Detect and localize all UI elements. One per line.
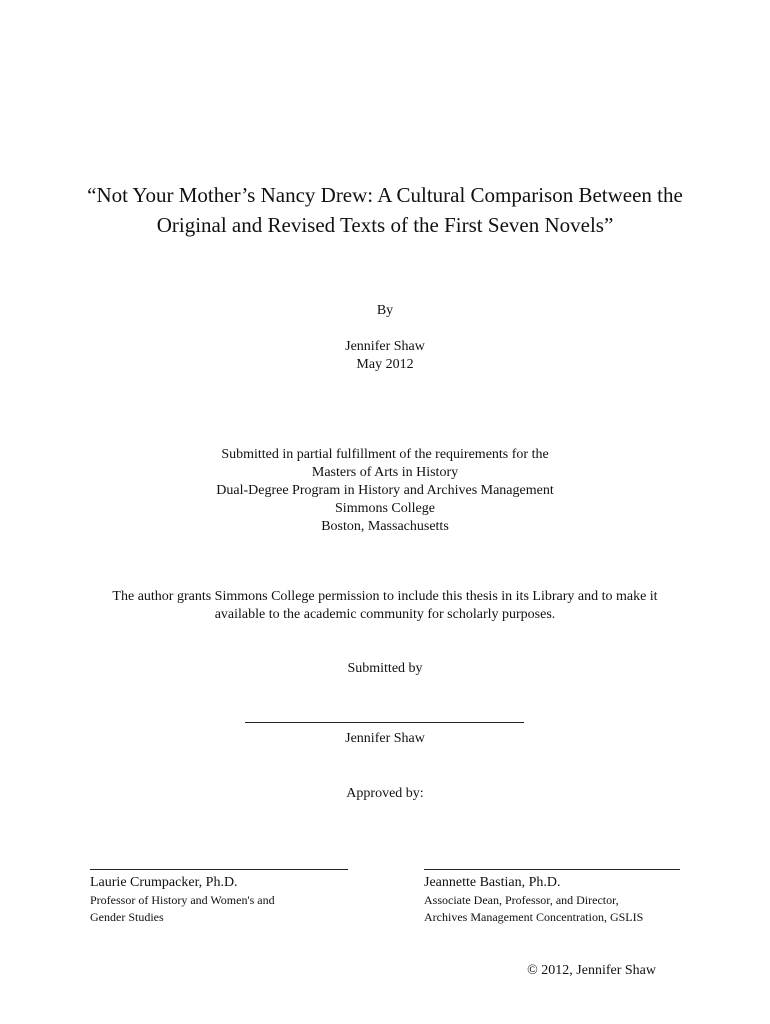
permission-statement — [84, 588, 686, 624]
author-name: Jennifer Shaw — [345, 339, 425, 354]
approver-2-signature-line — [424, 869, 680, 870]
program-name: Dual-Degree Program in History and Archives Management — [216, 483, 554, 498]
student-signature-line — [245, 722, 524, 723]
approver-1-title-line-2: Gender Studies — [90, 910, 164, 924]
approver-1-signature-line — [90, 869, 348, 870]
submission-line-1: Submitted in partial fulfillment of the requirements for the — [221, 447, 549, 462]
thesis-title-line-2: Original and Revised Texts of the First Seven Novels” — [156, 213, 614, 237]
thesis-title-line-1: “Not Your Mother’s Nancy Drew: A Cultural Comparison Between the — [87, 183, 683, 207]
byline: By — [376, 303, 394, 318]
thesis-title — [0, 180, 770, 240]
permission-line-1: The author grants Simmons College permission to include this thesis in its Library and to make it — [112, 589, 658, 604]
copyright-notice: © 2012, Jennifer Shaw — [527, 963, 656, 978]
submitted-by-label: Submitted by — [347, 661, 423, 676]
degree-name: Masters of Arts in History — [311, 465, 459, 480]
approver-1 — [90, 874, 390, 926]
approver-2-title-line-1: Associate Dean, Professor, and Director, — [424, 893, 619, 907]
submission-statement — [0, 446, 770, 536]
permission-line-2: available to the academic community for scholarly purposes. — [214, 607, 556, 622]
approver-2 — [424, 874, 724, 926]
institution-name: Simmons College — [335, 501, 435, 516]
institution-location: Boston, Massachusetts — [321, 519, 449, 534]
approver-2-name: Jeannette Bastian, Ph.D. — [424, 875, 561, 890]
approved-by-label: Approved by: — [346, 786, 424, 801]
approver-1-title-line-1: Professor of History and Women's and — [90, 893, 275, 907]
approver-2-title-line-2: Archives Management Concentration, GSLIS — [424, 910, 644, 924]
student-signature-name: Jennifer Shaw — [345, 731, 425, 746]
approver-1-name: Laurie Crumpacker, Ph.D. — [90, 875, 238, 890]
submission-date: May 2012 — [356, 357, 414, 372]
